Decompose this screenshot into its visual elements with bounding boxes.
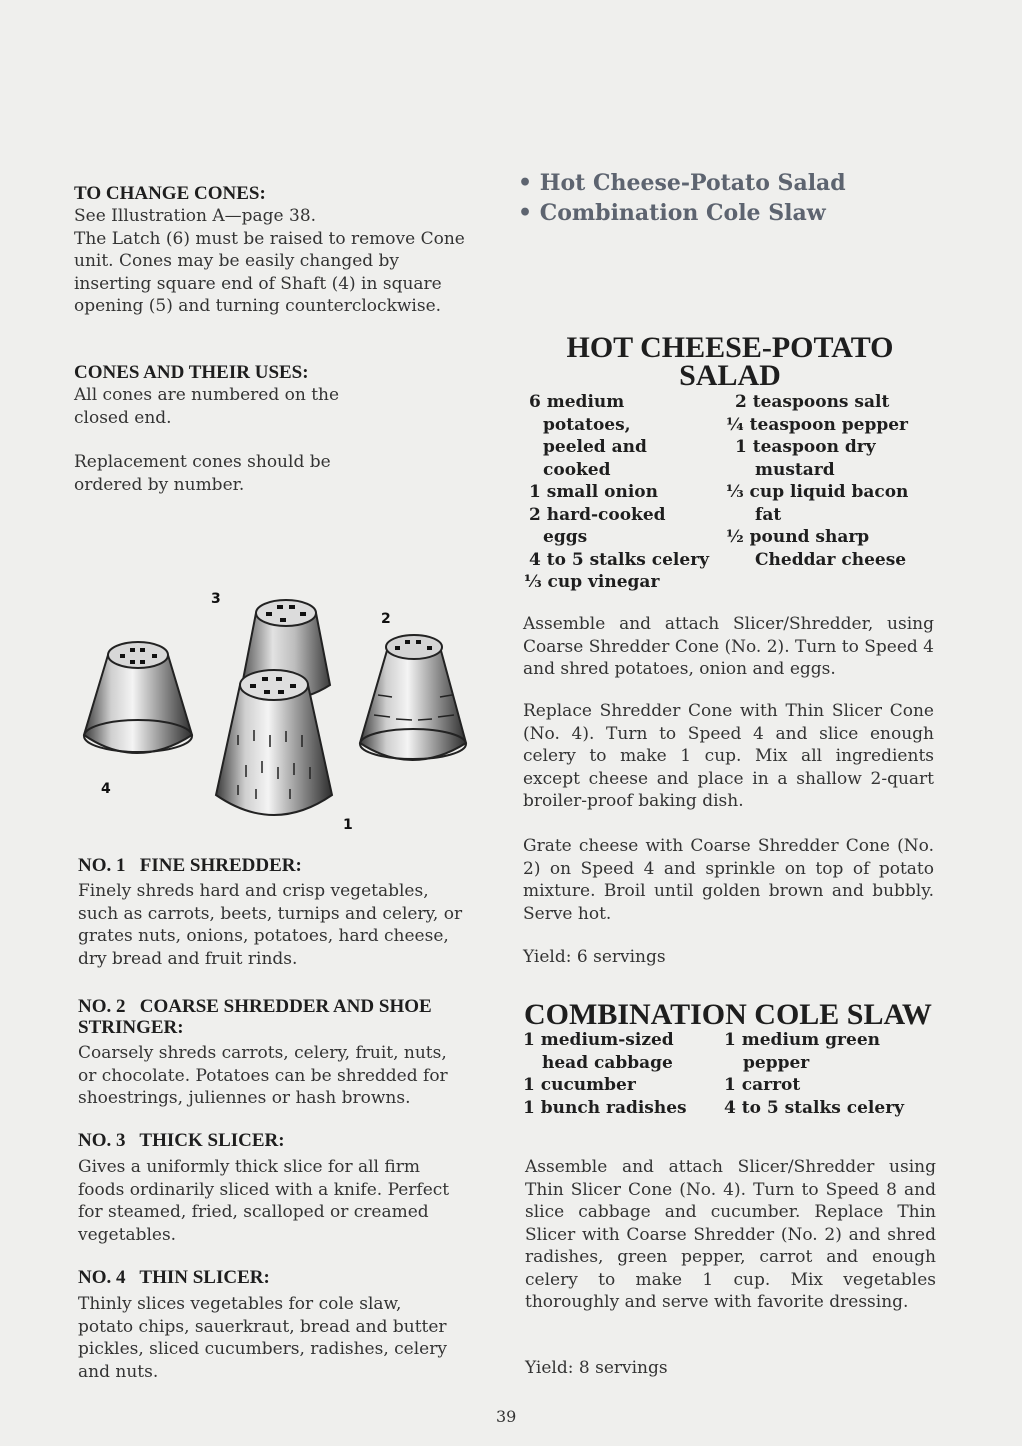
cone-no3-text: Gives a uniformly thick slice for all firm foods ordinarily sliced with a knife. Perfect for steamed, fried, scalloped or creamed vegetables.	[78, 1157, 450, 1245]
change-cones-heading: TO CHANGE CONES:	[74, 183, 266, 204]
cone-no2-heading: NO. 2 COARSE SHREDDER AND SHOE STRINGER:	[78, 996, 432, 1038]
recipe2-yield: Yield: 8 servings	[525, 1358, 668, 1378]
cone-4-thin-slicer	[84, 642, 192, 753]
cone-label-1: 1	[343, 817, 353, 833]
cone-label-3: 3	[211, 591, 221, 607]
bullet-hot-cheese-potato-salad: • Hot Cheese-Potato Salad	[518, 170, 846, 196]
cone-no1-heading: NO. 1 FINE SHREDDER:	[78, 855, 302, 876]
cones-uses-heading: CONES AND THEIR USES:	[74, 362, 309, 383]
recipe1-step-3: Grate cheese with Coarse Shredder Cone (No. 2) on Speed 4 and sprinkle on top of potato mixture. Broil until golden brown and bubbly. Serve hot.	[523, 836, 934, 924]
cones-illustration	[70, 585, 490, 845]
page-number: 39	[496, 1407, 517, 1426]
cone-no3-section	[78, 1130, 498, 1246]
bullet-combination-cole-slaw: • Combination Cole Slaw	[518, 200, 826, 226]
cone-no2-text: Coarsely shreds carrots, celery, fruit, nuts, or chocolate. Potatoes can be shredded for shoestrings, juliennes or hash browns.	[78, 1043, 448, 1108]
cone-2-coarse-shredder	[360, 635, 466, 760]
cone-no4-heading: NO. 4 THIN SLICER:	[78, 1267, 270, 1288]
recipe1-ingredients-right: 2 teaspoons salt ¼ teaspoon pepper 1 teaspoon dry mustard ⅓ cup liquid bacon fat ½ pound sharp Cheddar cheese	[726, 392, 909, 570]
recipe1-ingredients-left: 6 medium potatoes, peeled and cooked 1 small onion 2 hard-cooked eggs 4 to 5 stalks celery ⅓ cup vinegar	[524, 392, 710, 592]
recipe1-yield: Yield: 6 servings	[523, 947, 666, 967]
cone-no4-text: Thinly slices vegetables for cole slaw, potato chips, sauerkraut, bread and butter pickles, sliced cucumbers, radishes, celery and nuts.	[78, 1294, 447, 1382]
cone-no4-section	[78, 1267, 498, 1383]
cone-no2-section	[78, 996, 498, 1110]
change-cones-text: See Illustration A—page 38. The Latch (6) must be raised to remove Cone unit. Cones may be easily changed by inserting square end of Shaft (4) in square opening (5) and turning counterclockwise.	[74, 206, 465, 316]
recipe2-step: Assemble and attach Slicer/Shredder using Thin Slicer Cone (No. 4). Turn to Speed 8 and slice cabbage and cucumber. Replace Thin Slicer with Coarse Shredder (No. 2) and shred radishes, green pepper, carrot and enough celery to make 1 cup. Mix vegetables thoroughly and serve with favorite dressing.	[525, 1157, 936, 1312]
change-cones-section	[74, 183, 494, 318]
recipe1-step-1: Assemble and attach Slicer/Shredder, using Coarse Shredder Cone (No. 2). Turn to Speed 4 and shred potatoes, onion and eggs.	[523, 614, 934, 679]
cone-no1-text: Finely shreds hard and crisp vegetables, such as carrots, beets, turnips and celery, or grates nuts, onions, potatoes, hard cheese, dry bread and fruit rinds.	[78, 881, 463, 969]
recipe2-ingredients-left: 1 medium-sized head cabbage 1 cucumber 1 bunch radishes	[523, 1030, 687, 1118]
cone-label-4: 4	[101, 781, 111, 797]
recipe1-title: HOT CHEESE-POTATO SALAD	[566, 331, 894, 392]
recipe2-ingredients-right: 1 medium green pepper 1 carrot 4 to 5 stalks celery	[724, 1030, 905, 1118]
recipe1-step-2: Replace Shredder Cone with Thin Slicer Cone (No. 4). Turn to Speed 4 and slice enough celery to make 1 cup. Mix all ingredients except cheese and place in a shallow 2-quart broiler-proof baking dish.	[523, 701, 934, 811]
recipe2-title: COMBINATION COLE SLAW	[524, 998, 932, 1031]
cone-label-2: 2	[381, 611, 391, 627]
cone-no1-section	[78, 855, 498, 970]
cones-uses-text-1: All cones are numbered on the closed end.	[74, 385, 340, 428]
cones-uses-section	[74, 362, 494, 496]
cones-uses-text-2: Replacement cones should be ordered by number.	[74, 452, 331, 495]
recipe-bullet-list	[518, 168, 846, 228]
cone-no3-heading: NO. 3 THICK SLICER:	[78, 1130, 285, 1151]
